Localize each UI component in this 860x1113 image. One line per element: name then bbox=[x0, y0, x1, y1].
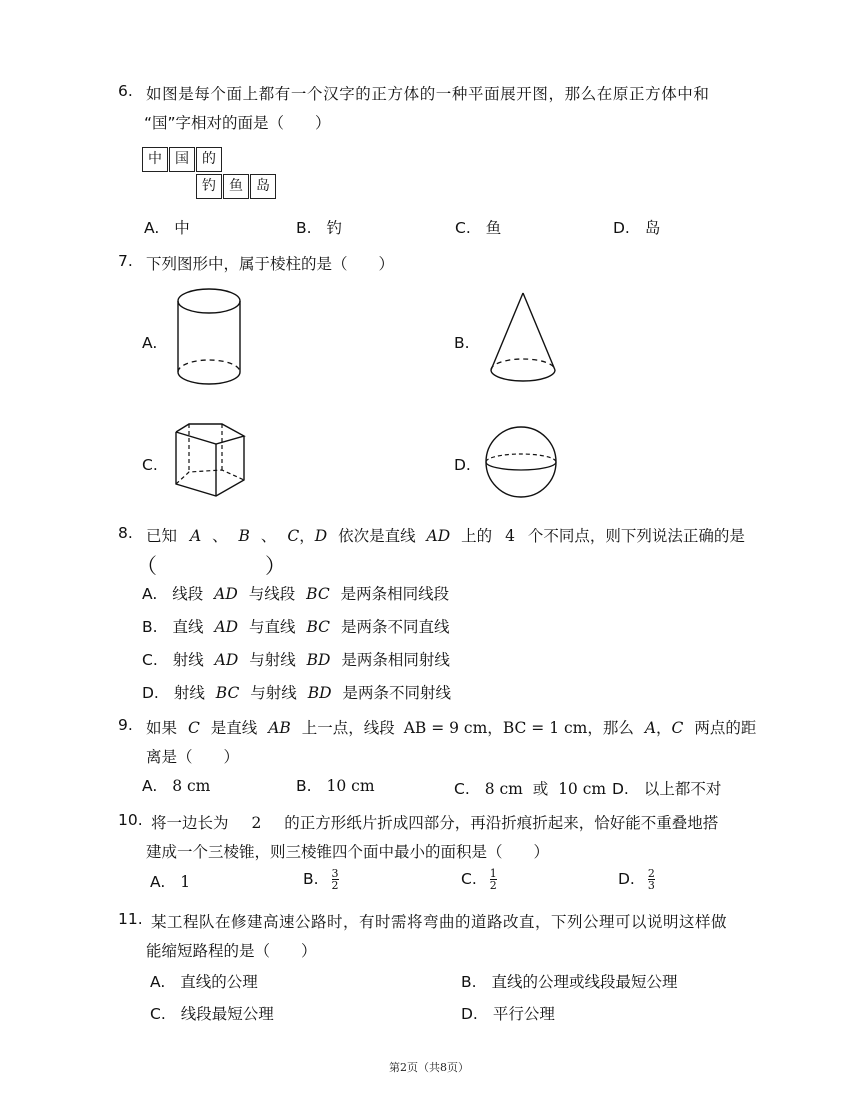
option-text: 中 bbox=[174, 219, 190, 237]
q8-text: 个不同点，则下列说法正确的是 bbox=[527, 527, 745, 545]
option-label: C. bbox=[454, 780, 470, 798]
q7-option-a-label[interactable]: A. bbox=[142, 334, 158, 352]
option-text: 是两条相同线段 bbox=[340, 585, 450, 603]
option-label: C. bbox=[455, 219, 471, 237]
q9-option-b[interactable] bbox=[296, 777, 375, 795]
var-c: C bbox=[187, 719, 200, 737]
q9-option-a[interactable] bbox=[142, 777, 210, 795]
q8-option-c[interactable] bbox=[142, 648, 450, 670]
q9-option-c[interactable] bbox=[454, 777, 606, 799]
equation-ab: AB = 9 cm bbox=[403, 719, 488, 737]
q6-stem-line2: “国”字相对的面是（ ） bbox=[144, 114, 331, 132]
var-a: A bbox=[189, 527, 202, 545]
q6-option-d[interactable] bbox=[613, 216, 660, 238]
option-text: 鱼 bbox=[485, 219, 502, 237]
equation-bc: BC = 1 cm bbox=[502, 719, 588, 737]
option-label: D. bbox=[461, 1005, 478, 1023]
denominator: 3 bbox=[647, 879, 655, 892]
option-text: 钓 bbox=[326, 219, 343, 237]
net-cell-de: 的 bbox=[196, 147, 222, 172]
option-label: A. bbox=[150, 873, 166, 891]
q9-text: ，那么 bbox=[587, 719, 634, 737]
option-label: B. bbox=[303, 870, 319, 888]
var-ab: AB bbox=[268, 719, 291, 737]
option-label: D. bbox=[612, 780, 629, 798]
q8-answer-paren[interactable]: （ ） bbox=[136, 554, 308, 578]
option-label: A. bbox=[150, 973, 166, 991]
option-text: 直线 bbox=[172, 618, 204, 636]
q8-number: 8. bbox=[118, 524, 133, 542]
q8-count: 4 bbox=[505, 527, 515, 545]
q8-option-b[interactable] bbox=[142, 615, 449, 637]
q9-stem-line2: 离是（ ） bbox=[146, 748, 240, 766]
pentagonal-prism-figure bbox=[172, 422, 252, 502]
option-var: AD bbox=[214, 585, 238, 603]
cone-figure bbox=[489, 292, 559, 387]
option-label: C. bbox=[150, 1005, 166, 1023]
option-label: D. bbox=[613, 219, 630, 237]
q7-option-c-label[interactable]: C. bbox=[142, 456, 158, 474]
var-c2: C bbox=[671, 719, 684, 737]
option-var: AD bbox=[214, 618, 239, 636]
net-cell-zhong: 中 bbox=[142, 147, 168, 172]
q10-text: 将一边长为 bbox=[151, 814, 229, 832]
var-b: B bbox=[238, 527, 250, 545]
option-text: 直线的公理 bbox=[180, 973, 258, 991]
q8-text: 依次是直线 bbox=[338, 527, 416, 545]
option-var: BD bbox=[307, 684, 332, 702]
option-label: B. bbox=[142, 618, 158, 636]
net-cell-diao: 钓 bbox=[196, 174, 222, 199]
option-text: 是两条相同射线 bbox=[341, 651, 450, 669]
cylinder-figure bbox=[176, 286, 246, 396]
q11-number: 11. bbox=[118, 910, 143, 928]
q8-option-d[interactable] bbox=[142, 681, 451, 703]
option-text: 10 cm bbox=[326, 777, 375, 795]
option-text: 与直线 bbox=[249, 618, 296, 636]
var-c: C bbox=[287, 527, 300, 545]
option-text: 线段 bbox=[172, 585, 204, 603]
q11-option-a[interactable] bbox=[150, 970, 258, 992]
q7-option-d-label[interactable]: D. bbox=[454, 456, 471, 474]
q11-option-b[interactable] bbox=[461, 970, 678, 992]
option-var: BD bbox=[306, 651, 331, 669]
option-text: 8 cm 或 10 cm bbox=[484, 780, 607, 798]
q9-text: 如果 bbox=[146, 719, 178, 737]
q10-option-c[interactable] bbox=[461, 868, 497, 891]
q9-number: 9. bbox=[118, 716, 133, 734]
option-var: BC bbox=[306, 618, 331, 636]
q10-option-d[interactable] bbox=[618, 868, 655, 891]
fraction-three-halves bbox=[332, 868, 339, 891]
q9-option-d[interactable] bbox=[612, 777, 721, 799]
net-cell-dao: 岛 bbox=[250, 174, 276, 199]
q10-side-length: 2 bbox=[251, 814, 262, 832]
q11-option-d[interactable] bbox=[461, 1002, 555, 1024]
q6-number: 6. bbox=[118, 82, 133, 100]
option-text: 与射线 bbox=[250, 684, 297, 702]
q8-text: 上的 bbox=[461, 527, 493, 545]
option-label: D. bbox=[618, 870, 635, 888]
var-a: A bbox=[644, 719, 657, 737]
page-footer: 第2页（共8页） bbox=[389, 1061, 469, 1074]
net-cell-guo: 国 bbox=[169, 147, 195, 172]
net-cell-yu: 鱼 bbox=[223, 174, 249, 199]
q6-option-a[interactable] bbox=[144, 216, 190, 238]
option-var: BC bbox=[306, 585, 330, 603]
option-text: 是两条不同射线 bbox=[342, 684, 451, 702]
option-var: BC bbox=[215, 684, 240, 702]
q8-stem-line1: 已知 A 、 B 、 C，D 依次是直线 AD 上的 4 个不同点，则下列说法正确的是 bbox=[146, 527, 745, 545]
q10-option-a[interactable] bbox=[150, 873, 190, 891]
option-text: 线段最短公理 bbox=[180, 1005, 274, 1023]
option-text: 射线 bbox=[173, 684, 205, 702]
numerator: 3 bbox=[331, 867, 339, 880]
q10-stem-line2: 建成一个三棱锥，则三棱锥四个面中最小的面积是（ ） bbox=[146, 843, 550, 861]
q11-stem-line2: 能缩短路程的是（ ） bbox=[146, 942, 317, 960]
separator: ， bbox=[487, 719, 503, 737]
q7-option-b-label[interactable]: B. bbox=[454, 334, 470, 352]
numerator: 1 bbox=[489, 867, 497, 880]
option-label: A. bbox=[142, 777, 158, 795]
q6-stem-line1: 如图是每个面上都有一个汉字的正方体的一种平面展开图，那么在原正方体中和 bbox=[146, 85, 710, 103]
q9-stem-line1: 如果 C 是直线 AB 上一点，线段 AB = 9 cm，BC = 1 cm，那么 A，C 两点的距 bbox=[146, 719, 757, 737]
q11-option-c[interactable] bbox=[150, 1002, 274, 1024]
option-text: 与线段 bbox=[248, 585, 296, 603]
q10-text: 的正方形纸片折成四部分，再沿折痕折起来，恰好能不重叠地搭 bbox=[284, 814, 719, 832]
q10-option-b[interactable] bbox=[303, 868, 339, 891]
var-ad: AD bbox=[426, 527, 451, 545]
q7-number: 7. bbox=[118, 252, 133, 270]
q6-option-b[interactable] bbox=[296, 216, 342, 238]
q8-text: 已知 bbox=[146, 527, 178, 545]
fraction-two-thirds bbox=[648, 868, 655, 891]
option-text: 平行公理 bbox=[492, 1005, 555, 1023]
fraction-one-half bbox=[490, 868, 497, 891]
q9-text: 是直线 bbox=[210, 719, 258, 737]
option-label: A. bbox=[142, 585, 158, 603]
option-text: 射线 bbox=[172, 651, 204, 669]
q10-stem-line1 bbox=[151, 811, 718, 833]
q11-stem-line1: 某工程队在修建高速公路时，有时需将弯曲的道路改直，下列公理可以说明这样做 bbox=[151, 913, 728, 931]
q8-option-a[interactable] bbox=[142, 582, 449, 604]
option-label: C. bbox=[461, 870, 477, 888]
option-text: 与射线 bbox=[249, 651, 296, 669]
option-text: 8 cm bbox=[172, 777, 211, 795]
q9-text: 两点的距 bbox=[694, 719, 757, 737]
option-text: 1 bbox=[180, 873, 191, 891]
option-label: B. bbox=[461, 973, 477, 991]
q10-number: 10. bbox=[118, 811, 143, 829]
q7-stem: 下列图形中，属于棱柱的是（ ） bbox=[146, 255, 395, 273]
option-label: A. bbox=[144, 219, 160, 237]
option-label: D. bbox=[142, 684, 159, 702]
q6-option-c[interactable] bbox=[455, 216, 501, 238]
option-text: 是两条不同直线 bbox=[340, 618, 450, 636]
denominator: 2 bbox=[489, 879, 497, 892]
option-text: 岛 bbox=[644, 219, 661, 237]
sphere-figure bbox=[485, 427, 565, 507]
option-var: AD bbox=[214, 651, 239, 669]
option-label: B. bbox=[296, 777, 312, 795]
option-label: B. bbox=[296, 219, 312, 237]
option-label: C. bbox=[142, 651, 158, 669]
option-text: 以上都不对 bbox=[643, 780, 722, 798]
q9-text: 上一点，线段 bbox=[301, 719, 395, 737]
var-d: D bbox=[314, 527, 328, 545]
option-text: 直线的公理或线段最短公理 bbox=[491, 973, 678, 991]
denominator: 2 bbox=[331, 879, 339, 892]
numerator: 2 bbox=[647, 867, 655, 880]
